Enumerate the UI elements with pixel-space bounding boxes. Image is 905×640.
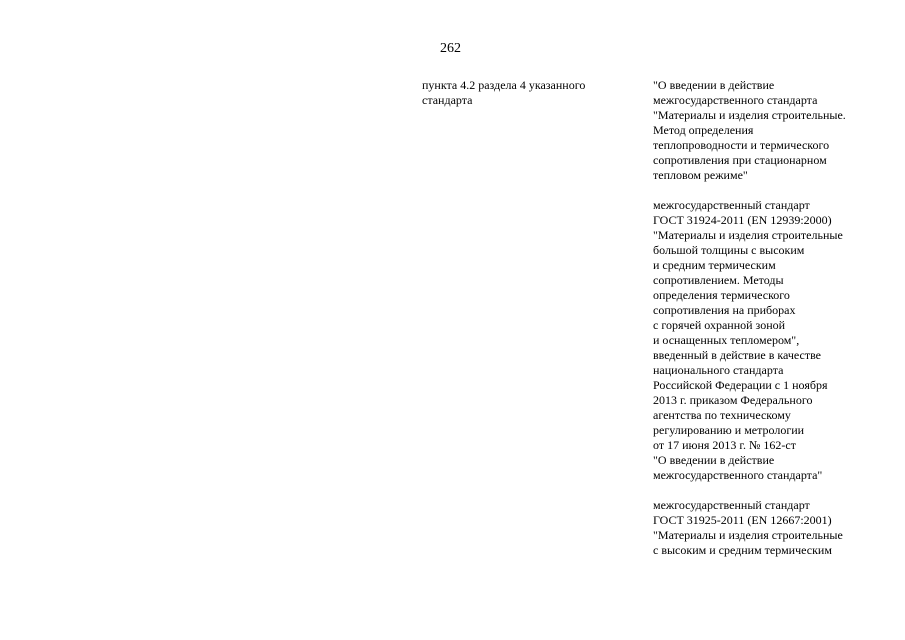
text-line: регулированию и метрологии [653,423,805,437]
text-line: тепловом режиме" [653,168,748,182]
text-line: ГОСТ 31924-2011 (EN 12939:2000) [653,213,832,227]
text-line: Метод определения [653,123,754,137]
text-block-gost-31925 [653,498,846,558]
text-line: и оснащенных тепломером", [653,333,800,347]
text-line: агентства по техническому [653,408,791,422]
text-line: национального стандарта [653,363,784,377]
text-line: с горячей охранной зоной [653,318,786,332]
text-line: определения термического [653,288,790,302]
text-line: "Материалы и изделия строительные [653,228,843,242]
page-number: 262 [440,41,461,56]
text-line: теплопроводности и термического [653,138,830,152]
text-line: введенный в действие в качестве [653,348,822,362]
text-line: межгосударственный стандарт [653,498,810,512]
left-column-line: стандарта [422,93,473,107]
text-line: "О введении в действие [653,78,775,92]
text-line: 2013 г. приказом Федерального [653,393,813,407]
text-line: межгосударственного стандарта" [653,468,823,482]
text-line: сопротивления при стационарном [653,153,827,167]
text-line: межгосударственного стандарта [653,93,818,107]
text-block-gost-31924 [653,198,846,483]
text-line: ГОСТ 31925-2011 (EN 12667:2001) [653,513,832,527]
text-line: сопротивлением. Методы [653,273,784,287]
text-line: от 17 июня 2013 г. № 162-ст [653,438,796,452]
text-line: сопротивления на приборах [653,303,796,317]
text-line: с высоким и средним термическим [653,543,832,557]
right-column [653,78,846,558]
text-line: Российской Федерации с 1 ноября [653,378,828,392]
text-line: и средним термическим [653,258,776,272]
left-column [422,78,585,108]
text-line: большой толщины с высоким [653,243,805,257]
left-column-line: пункта 4.2 раздела 4 указанного [422,78,586,92]
text-line: "Материалы и изделия строительные. [653,108,846,122]
text-line: "Материалы и изделия строительные [653,528,843,542]
text-line: "О введении в действие [653,453,775,467]
text-block-intro [653,78,846,183]
text-line: межгосударственный стандарт [653,198,810,212]
